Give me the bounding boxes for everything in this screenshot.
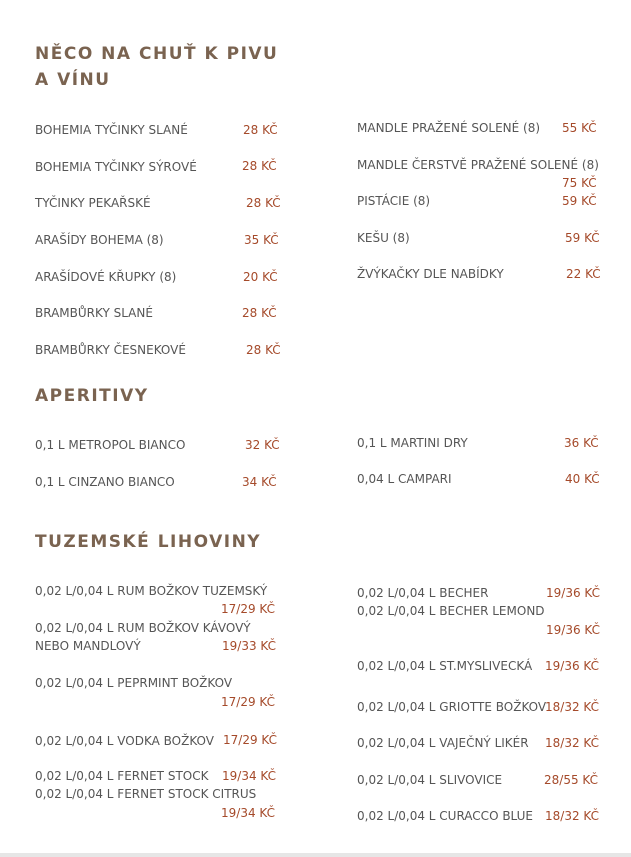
item-price: 75 KČ bbox=[562, 176, 597, 190]
item-price: 18/32 KČ bbox=[545, 809, 599, 823]
item-price: 18/32 KČ bbox=[545, 700, 599, 714]
item-price: 28 KČ bbox=[243, 123, 278, 137]
item-price: 19/34 KČ bbox=[221, 806, 275, 820]
item-price: 22 KČ bbox=[566, 267, 601, 281]
item-name: 0,02 L/0,04 L SLIVOVICE bbox=[357, 773, 503, 787]
item-name: BOHEMIA TYČINKY SLANÉ bbox=[35, 123, 188, 137]
item-price: 28/55 KČ bbox=[544, 773, 598, 787]
item-price: 18/32 KČ bbox=[545, 736, 599, 750]
item-price: 36 KČ bbox=[564, 436, 599, 450]
item-price: 35 KČ bbox=[244, 233, 279, 247]
item-name: NEBO MANDLOVÝ bbox=[35, 639, 141, 653]
section-title-line: A VÍNU bbox=[35, 70, 111, 90]
section-title-aperitivy: APERITIVY bbox=[35, 386, 149, 406]
item-price: 20 KČ bbox=[243, 270, 278, 284]
item-name: 0,02 L/0,04 L FERNET STOCK CITRUS bbox=[35, 787, 257, 801]
item-name: 0,1 L CINZANO BIANCO bbox=[35, 475, 175, 489]
item-price: 19/33 KČ bbox=[222, 639, 276, 653]
item-price: 19/36 KČ bbox=[545, 659, 599, 673]
item-price: 59 KČ bbox=[562, 194, 597, 208]
item-price: 28 KČ bbox=[246, 343, 281, 357]
item-price: 19/36 KČ bbox=[546, 586, 600, 600]
section-title-line: NĚCO NA CHUŤ K PIVU bbox=[35, 44, 279, 64]
section-title-snacks bbox=[35, 41, 278, 93]
item-price: 34 KČ bbox=[242, 475, 277, 489]
item-name: BOHEMIA TYČINKY SÝROVÉ bbox=[35, 160, 197, 174]
item-name: MANDLE PRAŽENÉ SOLENÉ (8) bbox=[357, 121, 541, 135]
item-price: 19/34 KČ bbox=[222, 769, 276, 783]
item-name: 0,02 L/0,04 L ST.MYSLIVECKÁ bbox=[357, 659, 533, 673]
item-name: MANDLE ČERSTVĚ PRAŽENÉ SOLENÉ (8) bbox=[357, 158, 599, 172]
item-name: 0,02 L/0,04 L BECHER LEMOND bbox=[357, 604, 545, 618]
item-name: PISTÁCIE (8) bbox=[357, 194, 431, 208]
item-price: 28 KČ bbox=[242, 159, 277, 173]
item-name: 0,1 L MARTINI DRY bbox=[357, 436, 468, 450]
item-name: 0,1 L METROPOL BIANCO bbox=[35, 438, 186, 452]
item-name: ARAŠÍDOVÉ KŘUPKY (8) bbox=[35, 270, 177, 284]
item-price: 28 KČ bbox=[246, 196, 281, 210]
item-name: KEŠU (8) bbox=[357, 231, 410, 245]
item-price: 19/36 KČ bbox=[546, 623, 600, 637]
item-price: 17/29 KČ bbox=[223, 733, 277, 747]
item-name: ARAŠÍDY BOHEMA (8) bbox=[35, 233, 164, 247]
item-name: 0,02 L/0,04 L RUM BOŽKOV KÁVOVÝ bbox=[35, 621, 251, 635]
item-name: 0,02 L/0,04 L VODKA BOŽKOV bbox=[35, 734, 215, 748]
item-name: 0,02 L/0,04 L VAJEČNÝ LIKÉR bbox=[357, 736, 529, 750]
page-bottom-edge bbox=[0, 853, 631, 857]
item-price: 17/29 KČ bbox=[221, 695, 275, 709]
item-name: TYČINKY PEKAŘSKÉ bbox=[35, 196, 151, 210]
item-price: 28 KČ bbox=[242, 306, 277, 320]
item-name: 0,02 L/0,04 L FERNET STOCK bbox=[35, 769, 209, 783]
item-price: 17/29 KČ bbox=[221, 602, 275, 616]
item-price: 55 KČ bbox=[562, 121, 597, 135]
item-name: 0,02 L/0,04 L RUM BOŽKOV TUZEMSKÝ bbox=[35, 584, 268, 598]
item-name: ŽVÝKAČKY DLE NABÍDKY bbox=[357, 267, 504, 281]
item-name: 0,02 L/0,04 L BECHER bbox=[357, 586, 489, 600]
item-name: BRAMBŮRKY SLANÉ bbox=[35, 306, 153, 320]
item-name: 0,02 L/0,04 L PEPRMINT BOŽKOV bbox=[35, 676, 233, 690]
item-name: 0,04 L CAMPARI bbox=[357, 472, 452, 486]
section-title-lihoviny: TUZEMSKÉ LIHOVINY bbox=[35, 532, 262, 552]
item-name: 0,02 L/0,04 L GRIOTTE BOŽKOV bbox=[357, 700, 547, 714]
item-price: 40 KČ bbox=[565, 472, 600, 486]
item-name: BRAMBŮRKY ČESNEKOVÉ bbox=[35, 343, 186, 357]
item-price: 32 KČ bbox=[245, 438, 280, 452]
item-price: 59 KČ bbox=[565, 231, 600, 245]
item-name: 0,02 L/0,04 L CURACCO BLUE bbox=[357, 809, 534, 823]
